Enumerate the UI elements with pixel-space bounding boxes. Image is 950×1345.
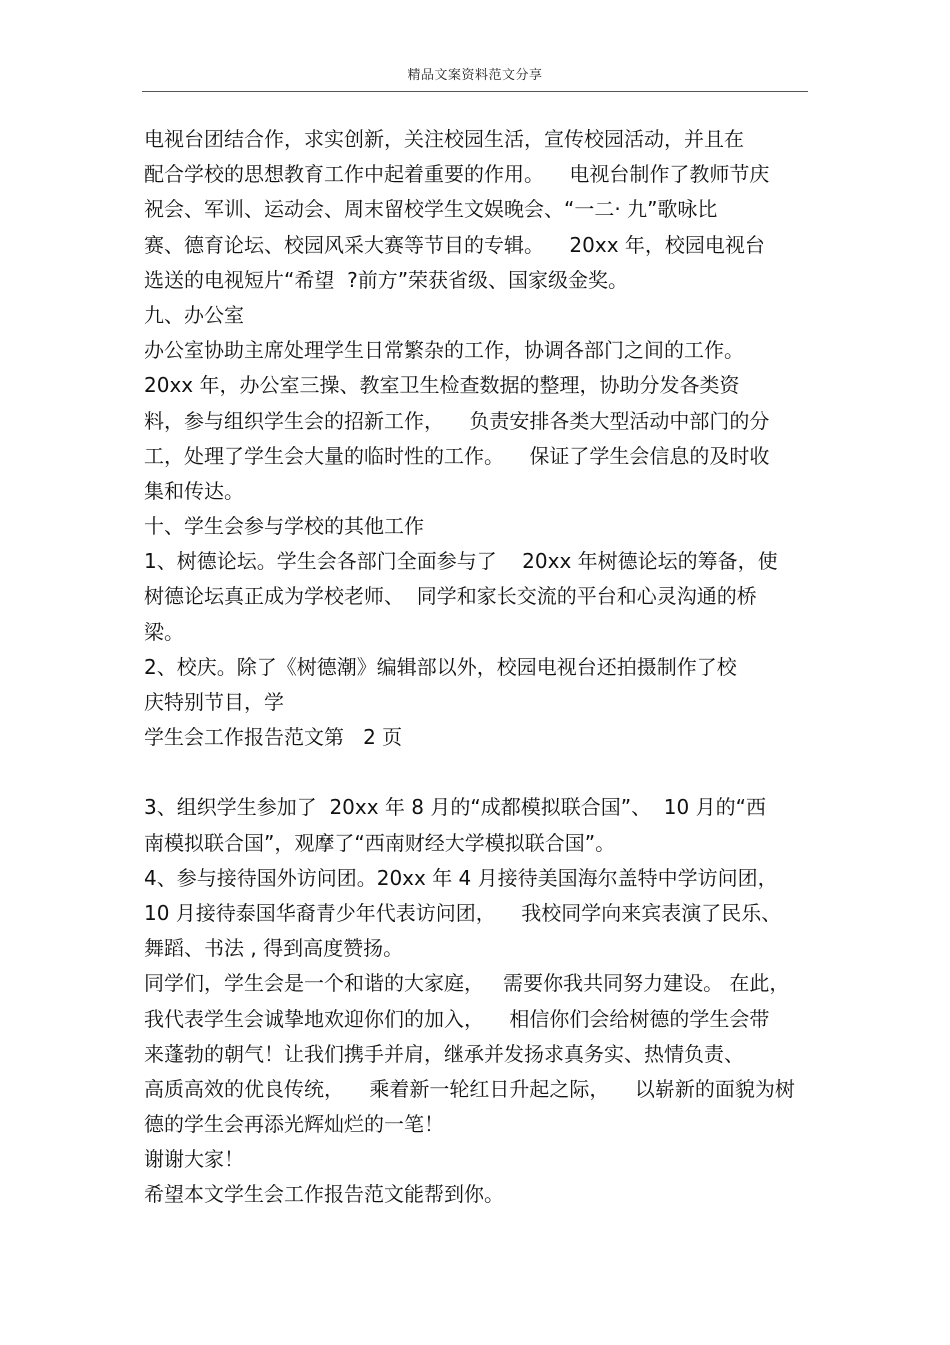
list-item-line: 南模拟联合国”，观摩了“西南财经大学模拟联合国”。 — [144, 830, 616, 855]
list-item-line: 庆特别节目，学 — [144, 690, 284, 714]
paragraph-line: 赛、德育论坛、校园风采大赛等节目的专辑。 20xx 年，校园电视台 — [144, 232, 765, 257]
list-item-line: 3、组织学生参加了 20xx 年 8 月的“成都模拟联合国”、 10 月的“西 — [144, 795, 766, 820]
list-item-line: 舞蹈、书法 , 得到高度赞扬。 — [144, 936, 404, 961]
document-body — [144, 122, 824, 1213]
paragraph-line: 德的学生会再添光辉灿烂的一笔！ — [144, 1112, 444, 1137]
page-header: 精品文案资料范文分享 — [407, 68, 543, 83]
paragraph-line: 我代表学生会诚挚地欢迎你们的加入， 相信你们会给树德的学生会带 — [144, 1006, 770, 1031]
closing-thanks: 谢谢大家！ — [144, 1147, 244, 1172]
paragraph-line: 办公室协助主席处理学生日常繁杂的工作，协调各部门之间的工作。 — [144, 338, 744, 363]
list-item-line: 树德论坛真正成为学校老师、 同学和家长交流的平台和心灵沟通的桥 — [144, 584, 757, 609]
section-heading-other-work: 十、学生会参与学校的其他工作 — [144, 514, 424, 539]
list-item-line: 2、校庆。除了《树德潮》编辑部以外，校园电视台还拍摄制作了校 — [144, 654, 737, 679]
paragraph-line: 20xx 年，办公室三操、教室卫生检查数据的整理，协助分发各类资 — [144, 373, 740, 398]
paragraph-line: 料，参与组织学生会的招新工作， 负责安排各类大型活动中部门的分 — [144, 408, 770, 433]
list-item-line: 10 月接待泰国华裔青少年代表访问团， 我校同学向来宾表演了民乐、 — [144, 900, 782, 925]
list-item-line: 1、树德论坛。学生会各部门全面参与了 20xx 年树德论坛的筹备，使 — [144, 549, 778, 574]
paragraph-line: 配合学校的思想教育工作中起着重要的作用。 电视台制作了教师节庆 — [144, 162, 770, 187]
paragraph-line: 选送的电视短片“希望 ?前方”荣获省级、国家级金奖。 — [144, 267, 629, 292]
paragraph-line: 电视台团结合作，求实创新，关注校园生活，宣传校园活动，并且在 — [144, 127, 744, 151]
section-heading-office: 九、办公室 — [144, 302, 244, 327]
paragraph-line: 来蓬勃的朝气！让我们携手并肩，继承并发扬求真务实、热情负责、 — [144, 1041, 744, 1066]
header-divider — [142, 91, 808, 92]
paragraph-line: 工，处理了学生会大量的临时性的工作。 保证了学生会信息的及时收 — [144, 443, 770, 468]
paragraph-line: 集和传达。 — [144, 478, 244, 503]
page-footer: 学生会工作报告范文第 2 页 — [144, 725, 403, 750]
closing-note: 希望本文学生会工作报告范文能帮到你。 — [144, 1182, 504, 1207]
paragraph-line: 祝会、军训、运动会、周末留校学生文娱晚会、“一二· 九”歌咏比 — [144, 197, 718, 222]
list-item-line: 梁。 — [144, 619, 184, 644]
page-break-gap — [144, 755, 824, 790]
list-item-line: 4、参与接待国外访问团。20xx 年 4 月接待美国海尔盖特中学访问团， — [144, 865, 778, 890]
paragraph-line: 同学们，学生会是一个和谐的大家庭， 需要你我共同努力建设。 在此， — [144, 971, 790, 996]
paragraph-line: 高质高效的优良传统， 乘着新一轮红日升起之际， 以崭新的面貌为树 — [144, 1076, 795, 1101]
